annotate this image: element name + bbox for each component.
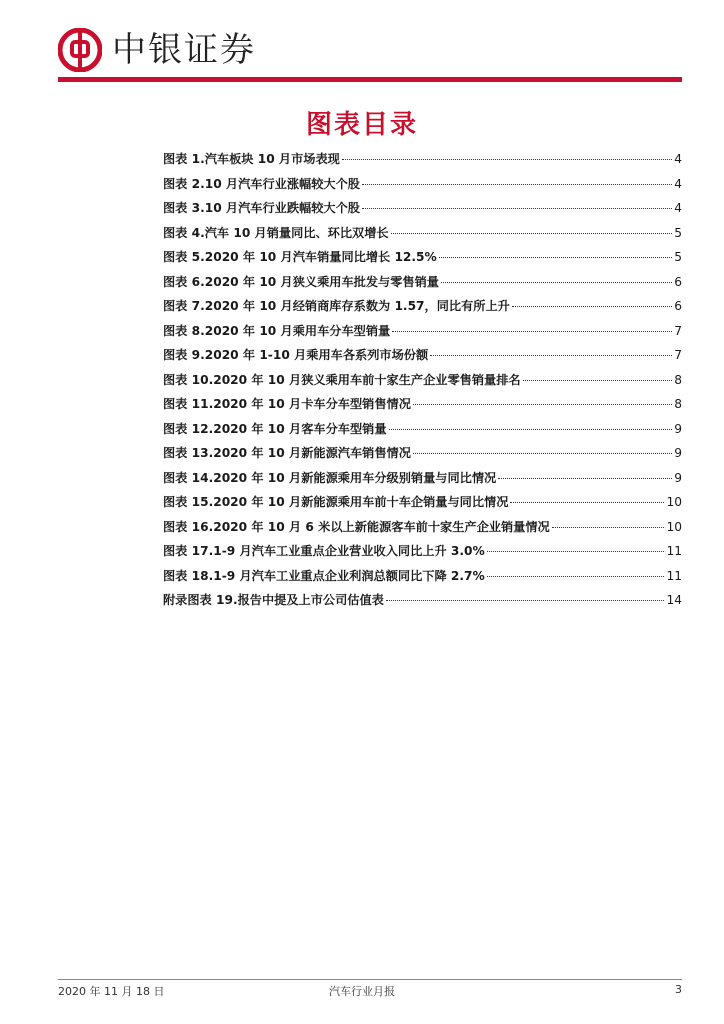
toc-entry-label[interactable]: 图表 6.2020 年 10 月狭义乘用车批发与零售销量 [163, 274, 439, 289]
toc-entry-label[interactable]: 图表 16.2020 年 10 月 6 米以上新能源客车前十家生产企业销量情况 [163, 519, 550, 534]
toc-dot-leader [362, 183, 672, 185]
toc-dot-leader [441, 281, 672, 283]
toc-entry-label[interactable]: 图表 7.2020 年 10 月经销商库存系数为 1.57，同比有所上升 [163, 299, 510, 313]
bank-of-china-logo-icon [58, 28, 102, 72]
toc-entry[interactable] [163, 224, 682, 249]
header-divider [58, 77, 682, 82]
report-type: 汽车行业月报 [329, 985, 395, 998]
toc-entry[interactable] [163, 199, 682, 224]
toc-dot-leader [413, 403, 672, 405]
toc-entry-label[interactable]: 附录图表 19.报告中提及上市公司估值表 [163, 593, 384, 607]
toc-dot-leader [413, 452, 672, 454]
toc-entry-page[interactable]: 10 [666, 495, 682, 509]
report-date: 2020 年 11 月 18 日 [58, 985, 165, 998]
toc-entry-label[interactable]: 图表 13.2020 年 10 月新能源汽车销售情况 [163, 446, 411, 460]
toc-dot-leader [523, 379, 673, 381]
figure-toc-list [163, 150, 682, 616]
page-header [58, 28, 682, 80]
toc-dot-leader [510, 501, 664, 503]
toc-dot-leader [342, 158, 672, 160]
toc-entry-label[interactable]: 图表 10.2020 年 10 月狭义乘用车前十家生产企业零售销量排名 [163, 372, 521, 387]
toc-entry[interactable] [163, 297, 682, 322]
toc-entry-label[interactable]: 图表 17.1-9 月汽车工业重点企业营业收入同比上升 3.0% [163, 544, 485, 558]
toc-entry[interactable] [163, 175, 682, 200]
toc-entry-page[interactable]: 7 [674, 323, 682, 338]
toc-entry[interactable] [163, 444, 682, 469]
toc-entry-label[interactable]: 图表 8.2020 年 10 月乘用车分车型销量 [163, 323, 391, 338]
toc-dot-leader [512, 305, 672, 307]
toc-entry[interactable] [163, 567, 682, 592]
toc-dot-leader [439, 256, 672, 258]
toc-entry-page[interactable]: 8 [674, 397, 682, 411]
toc-entry[interactable] [163, 395, 682, 420]
toc-entry-page[interactable]: 5 [674, 225, 682, 240]
toc-entry-page[interactable]: 6 [674, 274, 682, 289]
toc-title: 图表目录 [305, 110, 418, 140]
toc-entry[interactable] [163, 420, 682, 445]
toc-entry[interactable] [163, 322, 682, 347]
toc-entry-page[interactable]: 8 [674, 372, 682, 387]
toc-entry[interactable] [163, 150, 682, 175]
toc-entry-page[interactable]: 6 [674, 299, 682, 313]
toc-entry[interactable] [163, 518, 682, 543]
footer-divider [58, 979, 682, 980]
toc-dot-leader [498, 477, 672, 479]
toc-entry-label[interactable]: 图表 14.2020 年 10 月新能源乘用车分级别销量与同比情况 [163, 470, 497, 485]
toc-dot-leader [487, 550, 665, 552]
toc-entry-page[interactable]: 11 [666, 568, 682, 583]
toc-dot-leader [386, 599, 665, 601]
toc-entry-label[interactable]: 图表 12.2020 年 10 月客车分车型销量 [163, 421, 387, 436]
toc-entry-page[interactable]: 4 [674, 201, 682, 215]
toc-entry-page[interactable]: 10 [666, 519, 682, 534]
toc-entry-label[interactable]: 图表 2.10 月汽车行业涨幅较大个股 [163, 176, 360, 191]
toc-entry[interactable] [163, 248, 682, 273]
toc-entry-page[interactable]: 4 [674, 176, 682, 191]
toc-entry[interactable] [163, 591, 682, 616]
toc-entry-label[interactable]: 图表 15.2020 年 10 月新能源乘用车前十车企销量与同比情况 [163, 495, 509, 509]
toc-entry-page[interactable]: 9 [674, 421, 682, 436]
toc-dot-leader [391, 232, 673, 234]
page-number: 3 [675, 983, 682, 996]
toc-entry-page[interactable]: 9 [674, 446, 682, 460]
toc-entry-page[interactable]: 4 [674, 152, 682, 166]
brand-name: 中银证券 [112, 30, 256, 70]
toc-entry[interactable] [163, 493, 682, 518]
toc-entry[interactable] [163, 346, 682, 371]
toc-dot-leader [430, 354, 672, 356]
toc-entry-page[interactable]: 9 [674, 470, 682, 485]
toc-entry-label[interactable]: 图表 3.10 月汽车行业跌幅较大个股 [163, 201, 360, 215]
toc-entry-page[interactable]: 14 [666, 593, 682, 607]
toc-entry-label[interactable]: 图表 9.2020 年 1-10 月乘用车各系列市场份额 [163, 348, 429, 362]
toc-entry[interactable] [163, 469, 682, 494]
toc-entry-label[interactable]: 图表 1.汽车板块 10 月市场表现 [163, 152, 340, 166]
toc-dot-leader [362, 207, 672, 209]
toc-entry-page[interactable]: 5 [674, 250, 682, 264]
toc-dot-leader [552, 526, 665, 528]
toc-dot-leader [487, 575, 665, 577]
toc-entry-page[interactable]: 7 [674, 348, 682, 362]
toc-entry-label[interactable]: 图表 18.1-9 月汽车工业重点企业利润总额同比下降 2.7% [163, 568, 485, 583]
toc-entry[interactable] [163, 273, 682, 298]
toc-entry-label[interactable]: 图表 4.汽车 10 月销量同比、环比双增长 [163, 225, 389, 240]
toc-entry-label[interactable]: 图表 5.2020 年 10 月汽车销量同比增长 12.5% [163, 250, 437, 264]
toc-dot-leader [392, 330, 672, 332]
toc-entry[interactable] [163, 542, 682, 567]
toc-entry-page[interactable]: 11 [666, 544, 682, 558]
toc-entry[interactable] [163, 371, 682, 396]
toc-dot-leader [389, 428, 673, 430]
toc-entry-label[interactable]: 图表 11.2020 年 10 月卡车分车型销售情况 [163, 397, 411, 411]
